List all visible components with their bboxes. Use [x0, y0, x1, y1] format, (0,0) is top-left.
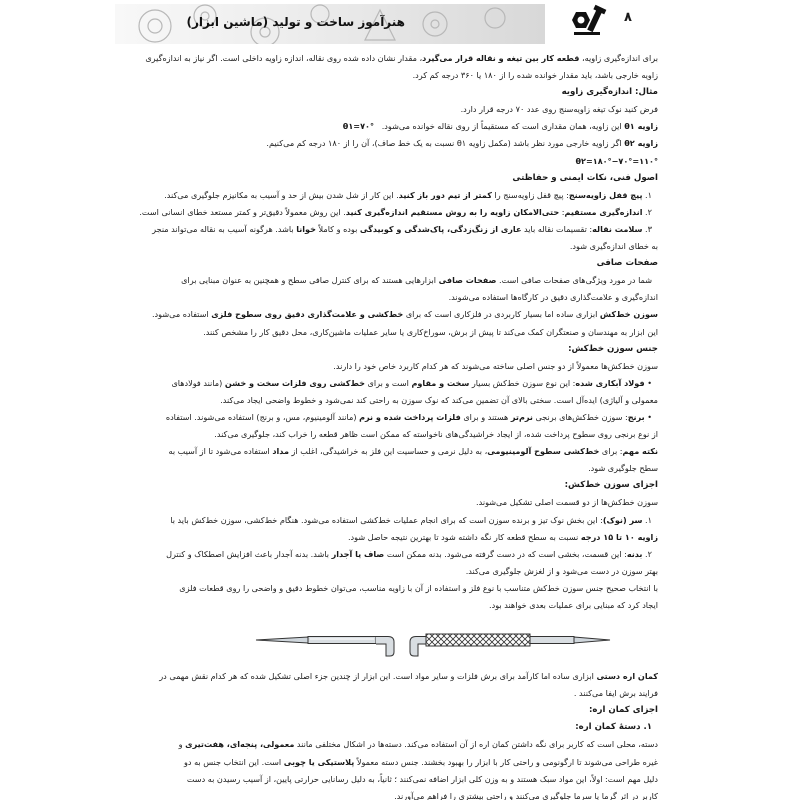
- list-item: ۲. اندازه‌گیری مستقیم: حتی‌الامکان زاویه را به روش مستقیم اندازه‌گیری کنید. این روش معمولاً دقیق‌تر و کمتر مستعد خطای انسانی است.: [139, 206, 652, 217]
- paragraph-line: نکته مهم: برای خط‌کشی سطوح آلومینیومی، به دلیل نرمی و حساسیت این فلز به خراشیدگی، اغلب از مداد استفاده می‌شود تا از آسیب به: [168, 446, 658, 457]
- section-heading: اصول فنی، نکات ایمنی و حفاظتی: [512, 172, 658, 183]
- list-item: ۱. سر (نوک): این بخش نوک تیز و برنده سوزن است که برای انجام عملیات خط‌کشی استفاده می‌شود. هنگام خط‌کشی، سوزن خط‌کش باید با: [170, 514, 652, 525]
- paragraph-line: دسته، محلی است که کاربر برای نگه داشتن کمان اره از آن استفاده می‌کند. دسته‌ها در اشکال مختلفی مانند معمولی، پنجه‌ای، هفت‌تیری و: [178, 739, 658, 750]
- list-item: • برنج: سوزن خط‌کش‌های برنجی نرم‌تر هستند و برای فلزات پرداخت شده و نرم (مانند آلومینیوم، مس، و برنج) استفاده می‌شوند. استفاده: [165, 411, 652, 422]
- paragraph-line: سوزن خط‌کش‌ها از دو قسمت اصلی تشکیل می‌شوند.: [476, 497, 658, 508]
- formula: θ۲=۱۸۰°−۷۰°=۱۱۰°: [575, 155, 658, 166]
- paragraph-line: ایجاد کرد که مبنایی برای عملیات بعدی خواهند بود.: [489, 600, 658, 610]
- header-title: هنرآموز ساخت و تولید (ماشین ابزار): [186, 15, 405, 29]
- paragraph-line: برای اندازه‌گیری زاویه، قطعه کار بین تیغه و نقاله قرار می‌گیرد، مقدار نشان داده شده روی نقاله، اندازه زاویه داخلی است. اگر نیاز به اندازه‌گیری: [145, 53, 658, 63]
- body-text: [138, 50, 658, 800]
- section-heading: جنس سوزن خط‌کش:: [568, 343, 658, 354]
- section-heading: اجزای کمان اره:: [588, 705, 658, 716]
- paragraph-line: این ابزار به مهندسان و صنعتگران کمک می‌کند تا پیش از برش، سوراخ‌کاری یا سایر عملیات ماشین‌کاری، محل دقیق کار را مشخص کنند.: [203, 326, 658, 337]
- paragraph-line: کمان اره دستی ابزاری ساده اما کارآمد برای برش فلزات و سایر مواد است. این ابزار از چندین جزء اصلی تشکیل شده که هر کدام نقش مهمی در: [159, 671, 658, 682]
- paragraph-line: از نوع برنجی روی سطوح پرداخت شده، از ایجاد خراشیدگی‌های ناخواسته که ممکن است ظاهر قطعه را خراب کند، جلوگیری می‌کند.: [214, 429, 658, 440]
- section-heading: مثال: اندازه‌گیری زاویه: [561, 87, 658, 98]
- paragraph-line: زاویه ۱۰ تا ۱۵ درجه نسبت به سطح قطعه کار نگه داشته شود تا بهترین نتیجه حاصل شود.: [347, 531, 658, 542]
- paragraph-line: با انتخاب صحیح جنس سوزن خط‌کش متناسب با نوع فلز و استفاده از آن با زاویه مناسب، می‌توان خطوط دقیق و واضحی را روی قطعات فلزی: [179, 582, 658, 593]
- list-item: ۲. بدنه: این قسمت، بخشی است که در دست گرفته می‌شود. بدنه ممکن است صاف یا آجدار باشد. بدنه آجدار باعث افزایش اصطکاک و کنترل: [166, 548, 652, 559]
- paragraph-line: سوزن خط‌کش ابزاری ساده اما بسیار کاربردی در فلزکاری است که برای خط‌کشی و علامت‌گذاری دقیق روی سطوح فلزی استفاده می‌شود.: [151, 309, 658, 320]
- paragraph-line: دلیل مهم است: اولاً، این مواد سبک هستند و به وزن کلی ابزار اضافه نمی‌کنند ؛ ثانیاً، به دلیل رسانایی حرارتی پایین، از آسیب رسیدن به دست: [186, 773, 658, 784]
- paragraph-line: معمولی و آلیاژی) ایده‌آل است. سختی بالای آن تضمین می‌کند که نوک سوزن به راحتی کند نمی‌شود و خطوط واضحی ایجاد می‌کند.: [220, 394, 658, 405]
- section-heading: اجزای سوزن خط‌کش:: [564, 480, 658, 491]
- paragraph-line: غیره طراحی می‌شوند تا ارگونومی و راحتی کار با ابزار را بهبود بخشند. جنس دسته معمولاً پلاستیکی یا چوبی است. این انتخاب جنس به دو: [183, 756, 658, 767]
- list-item: ۳. سلامت نقاله: تقسیمات نقاله باید عاری از زنگ‌زدگی، پاک‌شدگی و کوبیدگی بوده و کاملاً خوانا باشد. هرگونه آسیب به نقاله می‌تواند منجر: [152, 223, 652, 234]
- paragraph-line: زاویه θ۲ اگر زاویه خارجی مورد نظر باشد (مکمل زاویه θ۱ نسبت به یک خط صاف)، آن را از ۱۸۰ درجه کم می‌کنیم.: [266, 138, 658, 149]
- header-banner: [115, 4, 545, 44]
- page-header: [0, 0, 800, 46]
- paragraph-line: زاویه θ۱ این زاویه، همان مقداری است که مستقیماً از روی نقاله خوانده می‌شود. θ۱=۷۰°: [342, 121, 658, 132]
- page-number: ۸: [624, 10, 632, 25]
- list-item: • فولاد آبکاری شده: این نوع سوزن خط‌کش بسیار سخت و مقاوم است و برای خط‌کشی روی فلزات سخت و خشن (مانند فولادهای: [171, 377, 652, 388]
- bolt-nut-logo-icon: [568, 4, 608, 44]
- scriber-tool-illustration: [138, 618, 658, 662]
- paragraph-line: شما در مورد ویژگی‌های صفحات صافی است. صفحات صافی ابزارهایی هستند که برای کنترل صافی سطح و همچنین به عنوان مبنایی برای: [181, 275, 652, 286]
- paragraph-line: بهتر سوزن در دست می‌شود و از لغزش جلوگیری می‌کند.: [465, 565, 658, 576]
- section-heading: صفحات صافی: [596, 258, 658, 269]
- paragraph-line: سطح جلوگیری شود.: [588, 463, 658, 474]
- section-heading: ۱. دستهٔ کمان اره:: [575, 722, 652, 733]
- list-item: ۱. پیچ قفل زاویه‌سنج: پیچ قفل زاویه‌سنج را کمتر از تیم دور باز کنید. این کار از شل شدن بیش از حد و آسیب به مکانیزم جلوگیری می‌کند.: [164, 189, 652, 200]
- paragraph-line: به خطای اندازه‌گیری شود.: [569, 241, 658, 252]
- paragraph-line: اندازه‌گیری و علامت‌گذاری دقیق در کارگاه‌ها استفاده می‌شوند.: [448, 292, 658, 303]
- formula: θ۱=۷۰°: [342, 121, 375, 132]
- paragraph-line: کاربر در اثر گرما یا سرما جلوگیری می‌کنند و راحتی بیشتری را فراهم می‌آورند.: [394, 790, 658, 800]
- paragraph-line: فرض کنید نوک تیغه زاویه‌سنج روی عدد ۷۰ درجه قرار دارد.: [460, 104, 658, 115]
- paragraph-line: فرایند برش ایفا می‌کنند .: [573, 688, 658, 699]
- paragraph-line: سوزن خط‌کش‌ها معمولاً از دو جنس اصلی ساخته می‌شوند که هر کدام کاربرد خاص خود را دارند.: [333, 360, 658, 371]
- paragraph-line: زاویه خارجی باشد، باید مقدار خوانده شده را از ۱۸۰ یا ۳۶۰ درجه کم کرد.: [412, 70, 658, 81]
